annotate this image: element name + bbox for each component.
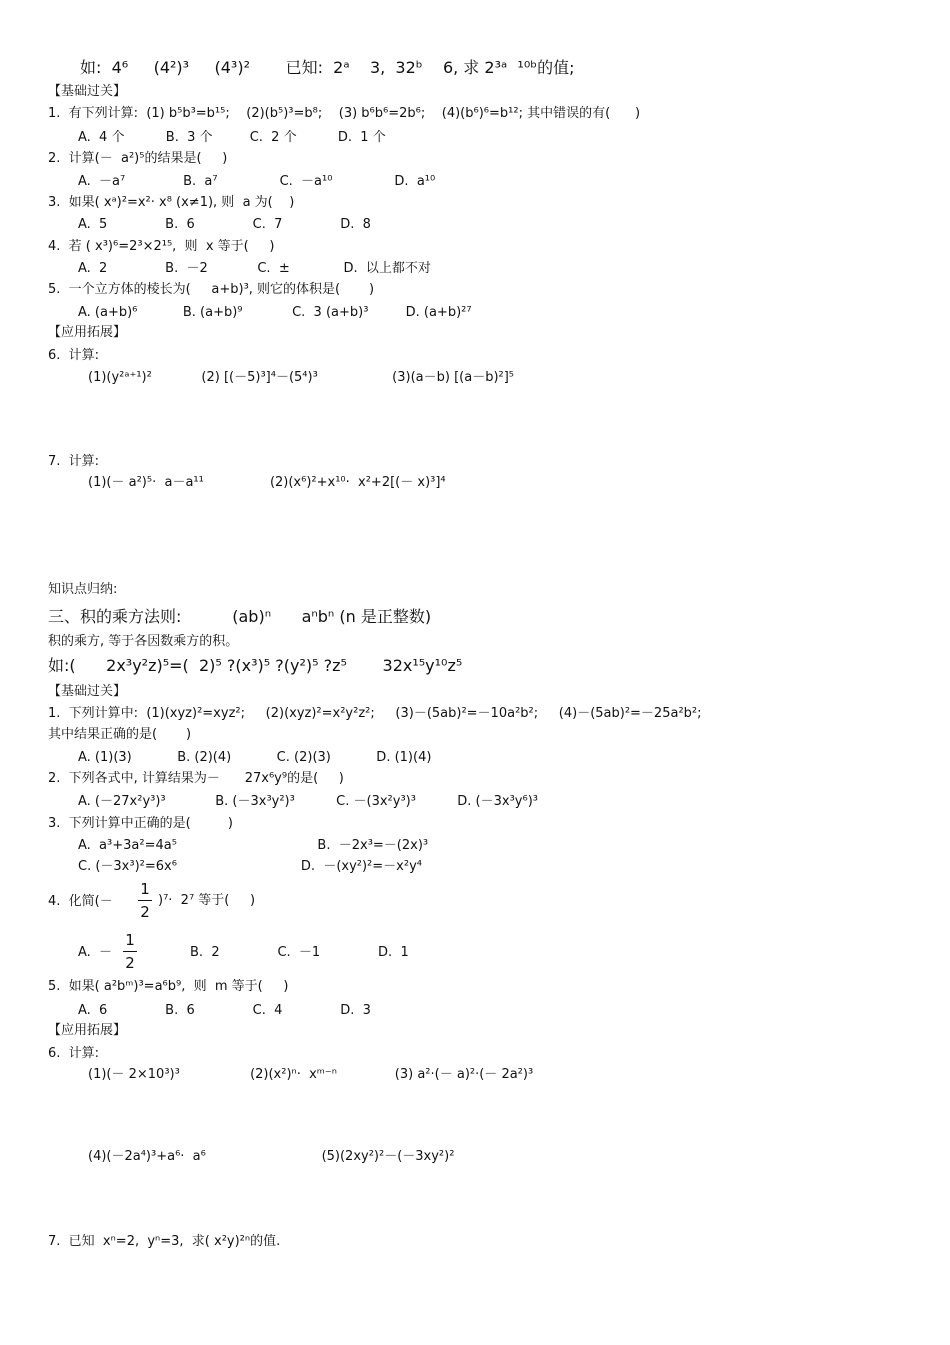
section-heading: 【基础过关】 — [48, 84, 127, 99]
question-7: 7. 计算: — [48, 454, 100, 469]
example-line: 如: 4⁶ (4²)³ (4³)² 已知: 2ᵃ 3, 32ᵇ 6, 求 2³ᵃ ¹⁰ᵇ的值; — [80, 58, 575, 77]
question-2-options: A. (－27x²y³)³ B. (－3x³y²)³ C. －(3x²y³)³ D. (－3x³y⁶)³ — [78, 794, 538, 809]
question-4-options: B. 2 C. －1 D. 1 — [190, 945, 409, 960]
question-2: 2. 下列各式中, 计算结果为－ 27x⁶y⁹的是( ) — [48, 771, 344, 786]
question-7-parts: (1)(－ a²)⁵· a－a¹¹ (2)(x⁶)²+x¹⁰· x²+2[(－ x)³]⁴ — [88, 475, 446, 490]
question-4: 4. 若 ( x³)⁶=2³×2¹⁵, 则 x 等于( ) — [48, 239, 275, 254]
fraction-denominator: 2 — [125, 954, 135, 972]
section-heading: 【基础过关】 — [48, 684, 127, 699]
question-4-tail: )⁷· 2⁷ 等于( ) — [158, 893, 256, 908]
rule-example: 如:( 2x³y²z)⁵=( 2)⁵ ?(x³)⁵ ?(y²)⁵ ?z⁵ 32x¹⁵y¹⁰z⁵ — [48, 656, 463, 675]
question-1: 1. 有下列计算: (1) b⁵b³=b¹⁵; (2)(b⁵)³=b⁸; (3) b⁶b⁶=2b⁶; (4)(b⁶)⁶=b¹²; 其中错误的有( ) — [48, 106, 641, 121]
question-4-options: A. 2 B. －2 C. ± D. 以上都不对 — [78, 261, 431, 276]
question-5: 5. 如果( a²bᵐ)³=a⁶b⁹, 则 m 等于( ) — [48, 979, 289, 994]
question-5-options: A. 6 B. 6 C. 4 D. 3 — [78, 1003, 371, 1018]
question-3-options: A. 5 B. 6 C. 7 D. 8 — [78, 217, 371, 232]
section-heading: 【应用拓展】 — [48, 325, 127, 340]
rule-statement: 三、积的乘方法则: (ab)ⁿ aⁿbⁿ (n 是正整数) — [48, 607, 432, 626]
question-1: 1. 下列计算中: (1)(xyz)²=xyz²; (2)(xyz)²=x²y²z²; (3)－(5ab)²=－10a²b²; (4)－(5ab)²=－25a²b²; — [48, 706, 702, 721]
question-6: 6. 计算: — [48, 348, 100, 363]
fraction-numerator: 1 — [125, 931, 135, 949]
question-6: 6. 计算: — [48, 1046, 100, 1061]
fraction — [123, 931, 137, 972]
question-5: 5. 一个立方体的棱长为( a+b)³, 则它的体积是( ) — [48, 282, 375, 297]
fraction-bar — [123, 951, 137, 952]
question-1-options: A. (1)(3) B. (2)(4) C. (2)(3) D. (1)(4) — [78, 750, 432, 765]
question-2-options: A. －a⁷ B. a⁷ C. －a¹⁰ D. a¹⁰ — [78, 174, 436, 189]
question-1-options: A. 4 个 B. 3 个 C. 2 个 D. 1 个 — [78, 130, 386, 145]
question-6-parts-1-3: (1)(－ 2×10³)³ (2)(x²)ⁿ· xᵐ⁻ⁿ (3) a²·(－ a)²·(－ 2a²)³ — [88, 1067, 534, 1082]
question-3-options-ab: A. a³+3a²=4a⁵ B. －2x³=－(2x)³ — [78, 838, 429, 853]
question-6-parts: (1)(y²ᵃ⁺¹)² (2) [(－5)³]⁴－(5⁴)³ (3)(a－b) [(a－b)²]⁵ — [88, 370, 515, 385]
fraction-bar — [138, 900, 152, 901]
question-4-option-a: A. － — [78, 945, 113, 960]
rule-description: 积的乘方, 等于各因数乘方的积。 — [48, 634, 239, 649]
knowledge-summary-heading: 知识点归纳: — [48, 582, 118, 597]
question-3: 3. 如果( xᵃ)²=x²· x⁸ (x≠1), 则 a 为( ) — [48, 195, 295, 210]
question-7: 7. 已知 xⁿ=2, yⁿ=3, 求( x²y)²ⁿ的值. — [48, 1234, 281, 1249]
question-3-options-cd: C. (－3x³)²=6x⁶ D. －(xy²)²=－x²y⁴ — [78, 859, 422, 874]
question-3: 3. 下列计算中正确的是( ) — [48, 816, 234, 831]
question-4: 4. 化简(－ — [48, 894, 113, 909]
fraction-denominator: 2 — [140, 903, 150, 921]
question-5-options: A. (a+b)⁶ B. (a+b)⁹ C. 3 (a+b)³ D. (a+b)²⁷ — [78, 305, 472, 320]
question-6-parts-4-5: (4)(－2a⁴)³+a⁶· a⁶ (5)(2xy²)²－(－3xy²)² — [88, 1149, 455, 1164]
section-heading: 【应用拓展】 — [48, 1023, 127, 1038]
question-2: 2. 计算(－ a²)⁵的结果是( ) — [48, 151, 228, 166]
question-1-continuation: 其中结果正确的是( ) — [48, 727, 192, 742]
fraction — [138, 880, 152, 921]
fraction-numerator: 1 — [140, 880, 150, 898]
